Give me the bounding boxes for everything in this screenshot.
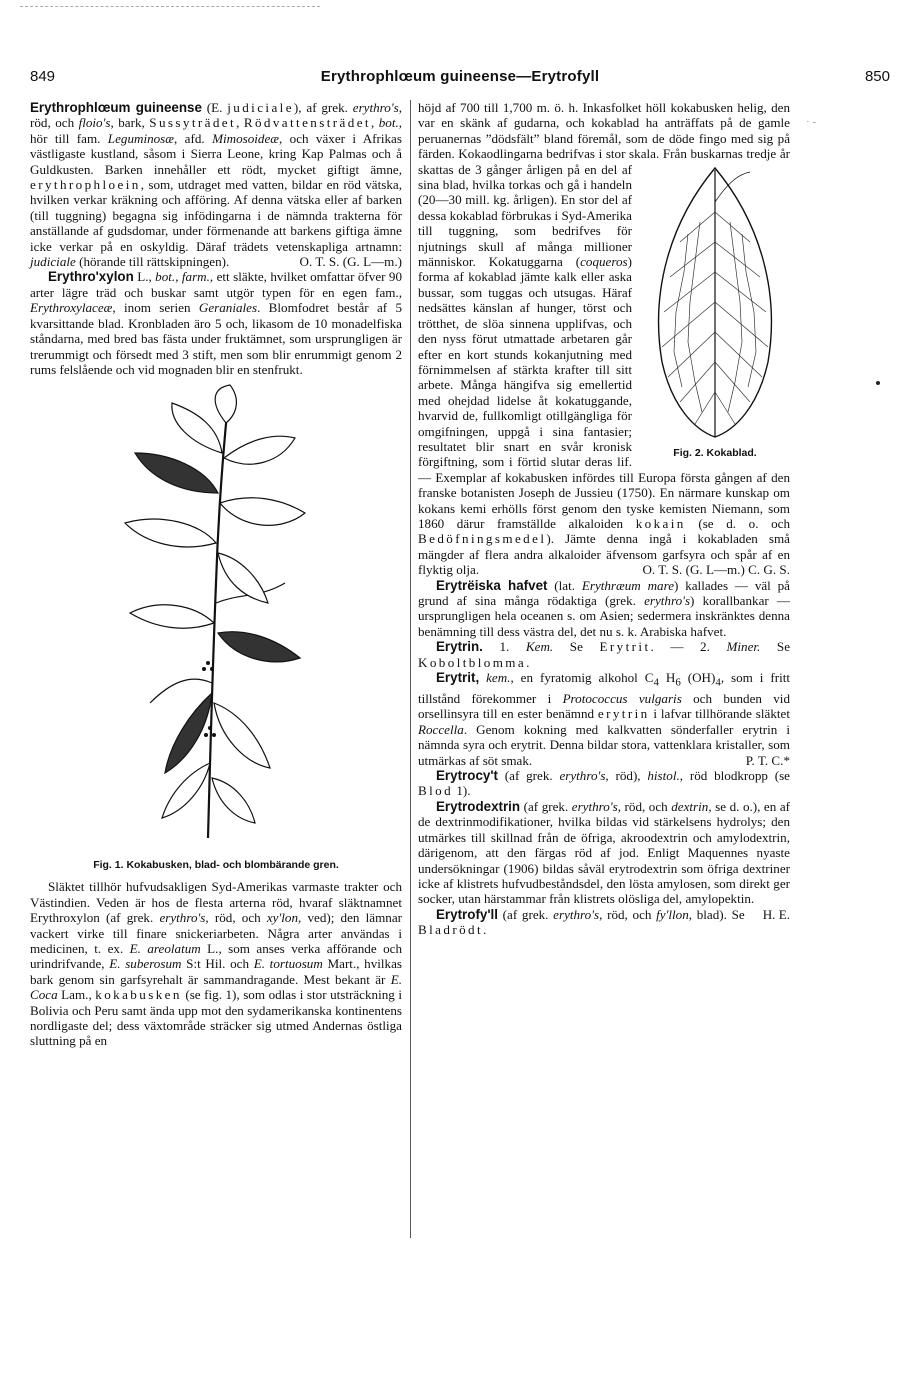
headword: Erytrocy't — [436, 768, 498, 784]
headword: Erytrin. — [436, 639, 483, 655]
headword: Erythro'xylon — [48, 269, 134, 285]
headword: Erytrodextrin — [436, 798, 521, 814]
page-number-left: 849 — [30, 68, 56, 85]
coca-branch-illustration — [100, 383, 320, 843]
signature: O. T. S. (G. L—m.) — [299, 254, 402, 270]
figure-2-coca-leaf — [640, 162, 790, 462]
headword: Erytrofy'll — [436, 906, 498, 922]
coca-continuation: höjd af 700 till 1,700 m. ö. h. Inkasfolket höll kokabusken helig, den var en skänk af gudarna, och kokablad ha anträffats på de gamle peruanernas ”dödsfält” bland föremål, som de döde fingo med sig på färden. Kokaodlingarna bedrifvas i stor skala. Fig. 2. Kokablad. Från buskarnas tredje år skattas de 3 gånger årligen på en del af sina blad, hvilka torkas och gå i handeln (20—30 mill. kg. årligen). En stor del af dessa kokablad förbrukas i Syd-Amerika till tuggning, som bedrifves för njutnings skull af många millioner människor. Kokatuggarna (coqueros) forma af kokablad jämte kalk eller aska bussar, som tuggas och utsugas. Häraf nedsättes känslan af hunger, törst och trötthet, de slöa sinnena upplifvas, och den nyss förut utmattade arbetaren går efter en kort stunds kokanjutning med förnimmelsen af stärkta krafter till sitt arbete. Många hängifva sig emellertid med ohejdad lidelse åt kokatuggande, hvarvid de, fullkomligt otillgängliga för omgifningen, uppgå i sina fantasier; resultatet blir snart en svår kronisk förgiftning, som i förtid slutar deras lif. — Exemplar af kokabusken infördes till Europa första gången af den franske botanisten Joseph de Jussieu (1750). En närmare kunskap om kokans kemi erhölls först genom den tyske kemisten Niemann, som 1860 därur framställde alkaloiden kokain (se d. o. och Bedöfningsmedel). Jämte denna ingå i kokabladen små mängder af flera andra alkaloider äfvensom garfsyra och spår af en flyktig olja. O. T. S. (G. L—m.) C. G. S. — [418, 100, 791, 578]
right-column — [418, 100, 790, 938]
running-title: Erythrophlœum guineense—Erytrofyll — [320, 68, 600, 85]
column-divider — [410, 100, 411, 1238]
entry-erytrofyll: Erytrofy'll (af grek. erythro's, röd, och fy'llon, blad). Se Bladrödt. — [418, 906, 745, 938]
headword: Erytrit, — [436, 670, 480, 686]
figure-1-coca-branch — [30, 383, 402, 873]
page-number-right: 850 — [864, 68, 890, 85]
entry-erytreiska-hafvet: Erytrëiska hafvet (lat. Erythræum mare) kallades — väl på grund af sina många rödaktiga (grek. erythro's) korallbankar — ursprungligen hela oceanen s. om Asien; sedermera inskränktes denna benämning till dess västra del, det nu s. k. Arabiska hafvet. — [418, 577, 791, 639]
figure-1-caption: Fig. 1. Kokabusken, blad- och blombärande gren. — [93, 858, 339, 871]
entry-erytrocyt: Erytrocy't (af grek. erythro's, röd), histol., röd blodkropp (se Blod 1). — [418, 768, 790, 799]
entry-erythrophloeum: Erythrophlœum guineense (E. judiciale), af grek. erythro's, röd, och floio's, bark, Sussyträdet, Rödvattensträdet, bot., hör till fam. Leguminosæ, afd. Mimosoideæ, och växer i Afrikas västligaste kustland, såsom i Sierra Leone, kring Kap Palmas och å Guldkusten. Barken innehåller ett rödt, mycket giftigt ämne, erythrophloein, som, utdraget med vatten, bildar en röd vätska, hvilken verkar kräkning och afföring. Af denna vätska eller af barken (till tuggning) begagna sig infödingarna i de nämnda trakterna för anställande af gudsdomar, under förmenande att barkens giftiga ämne icke verkar på en oskyldig. Däraf trädets vetenskapliga artnamn: judiciale (hörande till rättskipningen). O. T. S. (G. L—m.) — [30, 100, 403, 270]
headword: Erythrophlœum guineense — [30, 100, 202, 115]
coca-leaf-illustration — [640, 162, 790, 442]
top-scan-line — [20, 6, 320, 7]
margin-mark: · - — [806, 116, 817, 128]
page-header — [30, 68, 890, 90]
signature: O. T. S. (G. L—m.) C. G. S. — [642, 562, 790, 578]
left-column — [30, 100, 402, 1049]
entry-erytrodextrin: Erytrodextrin (af grek. erythro's, röd, och dextrin, se d. o.), en af de dextrinmodifikationer, hvilka bildas vid stärkelsens hydrolys; den utmärkes till skillnad från de öfriga, akroodextrin och amylodextrin, därigenom, att den färgas röd af jod. Enligt Maquennes nyaste undersökningar (1906) bildas såväl erytrodextrin som öfriga dextriner icke af klistrets hufvudbeståndsdel, den lösta amylosen, som direkt ger socker, utan härstammar från klistrets olösliga del, amylopektin. H. E. — [418, 798, 790, 922]
entry-erytrit: Erytrit, kem., en fyratomig alkohol $C_4$ $H_6$ $(OH)_4$, som i fritt tillstånd förekommer i Protococcus vulgaris och bunden vid orsellinsyra till en ester benämnd erytrin i lafvar tillhörande släktet Roccella. Genom kokning med kalkvatten sönderfaller erytrin i nämnda syra och erytrit. Denna bildar stora, vattenklara kristaller, som utmärkas af söt smak. P. T. C.* — [418, 670, 790, 768]
signature: P. T. C.* — [745, 752, 790, 768]
signature: H. E. — [762, 906, 790, 922]
entry-erytrin: Erytrin. 1. Kem. Se Erytrit. — 2. Miner. Se Koboltblomma. — [418, 639, 791, 670]
headword: Erytrëiska hafvet — [436, 577, 548, 593]
margin-dot — [876, 381, 880, 385]
figure-2-caption: Fig. 2. Kokablad. — [673, 447, 757, 460]
entry-erythroxylon: Erythro'xylon L., bot., farm., ett släkte, hvilket omfattar öfver 90 arter lägre träd och buskar samt utgör typen för en egen fam., Erythroxylaceæ, inom serien Geraniales. Blomfodret består af 5 kvarsittande blad. Kronbladen äro 5 och, likasom de 10 monadelfiska ståndarna, med bred bas fästa under fruktämnet, som ursprungligen är trerummigt och försedt med 3 stift, men som blir enrummigt genom 2 rums felslående och vid mognaden blir en stenfrukt. — [30, 269, 403, 377]
coca-paragraph: Släktet tillhör hufvudsakligen Syd-Amerikas varmaste trakter och Västindien. Veden är hos de flesta arterna röd, hvaraf släktnamnet Erythroxylon (af grek. erythro's, röd, och xy'lon, ved); den lämnar vackert virke till finare snickeriarbeten. Några arter användas i medicinen, t. ex. E. areolatum L., som anses verka afförande och urindrifvande, E. suberosum S:t Hil. och E. tortuosum Mart., hvilkas bark genom sin garfsyrehalt är sammandragande. Mest bekant är E. Coca Lam., kokabusken (se fig. 1), som odlas i stor utsträckning i Bolivia och Peru samt ända upp mot den sydamerikanska kontinentens nordligaste del; dess växtområde sträcker sig utmed Andernas östliga sluttning på en — [30, 879, 403, 1049]
